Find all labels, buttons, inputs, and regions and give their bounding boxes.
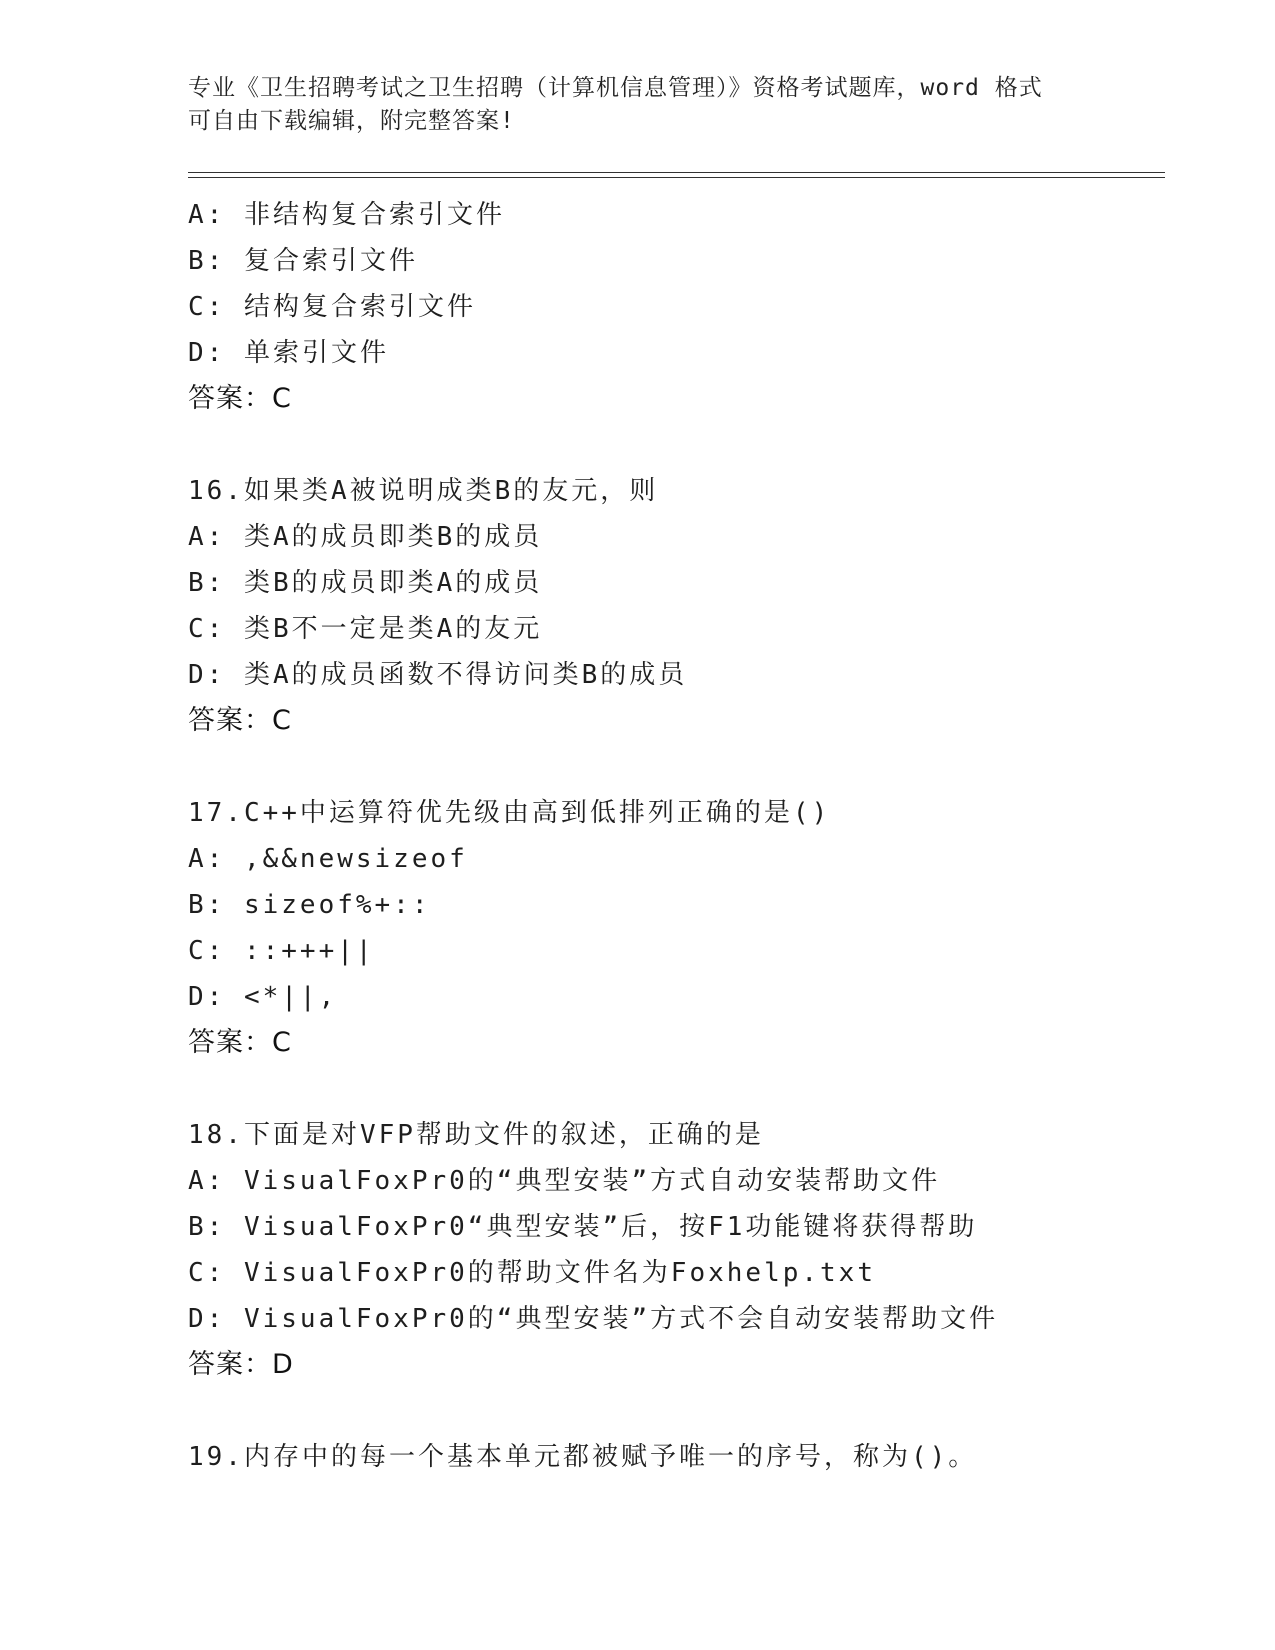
option-b: B: sizeof%+:: [188, 890, 431, 920]
option-a: A: VisualFoxPr0的“典型安装”方式自动安装帮助文件 [188, 1166, 941, 1196]
option-d: D: 单索引文件 [188, 338, 389, 368]
answer-text: 答案：C [188, 1027, 292, 1058]
option-a: A: 非结构复合索引文件 [188, 200, 505, 230]
option-b: B: VisualFoxPr0“典型安装”后，按F1功能键将获得帮助 [188, 1212, 978, 1242]
question-text: 19.内存中的每一个基本单元都被赋予唯一的序号，称为()。 [188, 1442, 978, 1472]
spacer [188, 422, 1165, 468]
option-d: D: 类A的成员函数不得访问类B的成员 [188, 660, 688, 690]
header-line-1: 专业《卫生招聘考试之卫生招聘（计算机信息管理）》资格考试题库，word 格式 [188, 75, 1043, 101]
option-a: A: 类A的成员即类B的成员 [188, 522, 543, 552]
question-text: 16.如果类A被说明成类B的友元，则 [188, 476, 659, 506]
option-b: B: 类B的成员即类A的成员 [188, 568, 543, 598]
header-divider-bottom [188, 177, 1165, 178]
question-list [188, 192, 1165, 1480]
option-a: A: ,&&newsizeof [188, 844, 468, 874]
option-d: D: VisualFoxPr0的“典型安装”方式不会自动安装帮助文件 [188, 1304, 999, 1334]
question-text: 18.下面是对VFP帮助文件的叙述，正确的是 [188, 1120, 764, 1150]
header-divider-top [188, 172, 1165, 173]
option-c: C: 类B不一定是类A的友元 [188, 614, 543, 644]
question-17-block [188, 790, 1165, 1066]
option-b: B: 复合索引文件 [188, 246, 418, 276]
question-18-block [188, 1112, 1165, 1388]
spacer [188, 1388, 1165, 1434]
option-c: C: 结构复合索引文件 [188, 292, 476, 322]
question-text: 17.C++中运算符优先级由高到低排列正确的是() [188, 798, 831, 828]
document-header [188, 72, 1088, 138]
option-d: D: <*||, [188, 982, 338, 1012]
question-19-block [188, 1434, 1165, 1480]
header-line-2: 可自由下载编辑，附完整答案! [188, 108, 515, 134]
spacer [188, 744, 1165, 790]
answer-text: 答案：C [188, 705, 292, 736]
question-15-block [188, 192, 1165, 422]
option-c: C: VisualFoxPr0的帮助文件名为Foxhelp.txt [188, 1258, 876, 1288]
spacer [188, 1066, 1165, 1112]
option-c: C: ::+++|| [188, 936, 375, 966]
question-16-block [188, 468, 1165, 744]
answer-text: 答案：D [188, 1349, 294, 1380]
answer-text: 答案：C [188, 383, 292, 414]
